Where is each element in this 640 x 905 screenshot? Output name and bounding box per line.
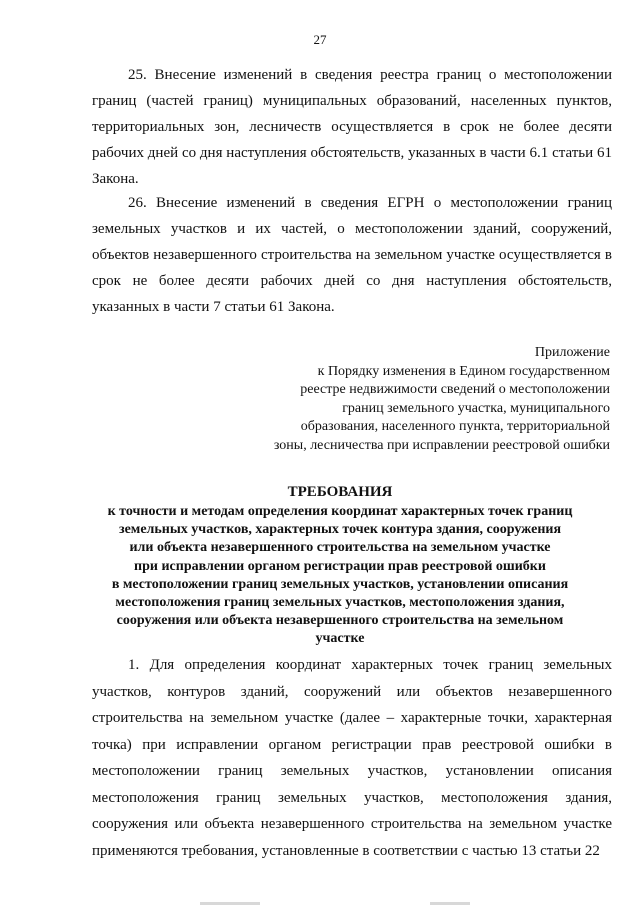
requirements-subtitle-line: или объекта незавершенного строительства на земельном участке [129,540,551,556]
appendix-line: зоны, лесничества при исправлении реестровой ошибки [273,437,610,453]
requirements-title: ТРЕБОВАНИЯ [287,484,393,500]
requirements-subtitle-line: местоположения границ земельных участков, местоположения здания, [115,595,565,611]
appendix-line: к Порядку изменения в Едином государственном [317,363,610,379]
requirements-subtitle-line: при исправлении органом регистрации прав реестровой ошибки [134,558,546,574]
appendix-line: Приложение [534,345,610,360]
appendix-line: реестре недвижимости сведений о местоположении [300,382,610,397]
requirements-subtitle-line: сооружения или объекта незавершенного строительства на земельном [116,613,564,629]
paragraph-1: 1. Для определения координат характерных точек границ земельных участков, контуров зданий, сооружений или объектов незавершенного строительства на земельном участке (далее – характерные точки, характерная точка) при исправлении органом регистрации прав реестровой ошибки в местоположении границ земельных участков, установлении описания местоположения границ земельных участков, местоположения здания, сооружения или объекта незавершенного строительства на земельном участке применяются требования, установленные в соответствии с частью 13 статьи 22 [92,657,612,859]
requirements-subtitle-line: в местоположении границ земельных участков, установлении описания [111,576,569,592]
appendix-line: образования, населенного пункта, территориальной [300,419,610,434]
requirements-subtitle-line: участке [315,631,365,647]
requirements-subtitle-line: земельных участков, характерных точек контура здания, сооружения [118,522,562,538]
paragraph-26: 26. Внесение изменений в сведения ЕГРН о местоположении границ земельных участков и их частей, о местоположении зданий, сооружений, объектов незавершенного строительства на земельном участке осуществляется в срок не более десяти рабочих дней со дня наступления обстоятельств, указанных в части 7 статьи 61 Закона. [92,195,612,315]
requirements-subtitle-line: к точности и методам определения координат характерных точек границ [107,504,573,519]
requirements-heading [72,482,608,649]
page-number: 27 [313,32,327,47]
paragraph-25: 25. Внесение изменений в сведения реестра границ о местоположении границ (частей границ) муниципальных образований, населенных пунктов, территориальных зон, лесничеств осуществляется в срок не более десяти рабочих дней со дня наступления обстоятельств, указанных в части 6.1 статьи 61 Закона. [92,67,612,187]
appendix-header [230,344,610,455]
appendix-line: границ земельного участка, муниципального [342,400,610,416]
